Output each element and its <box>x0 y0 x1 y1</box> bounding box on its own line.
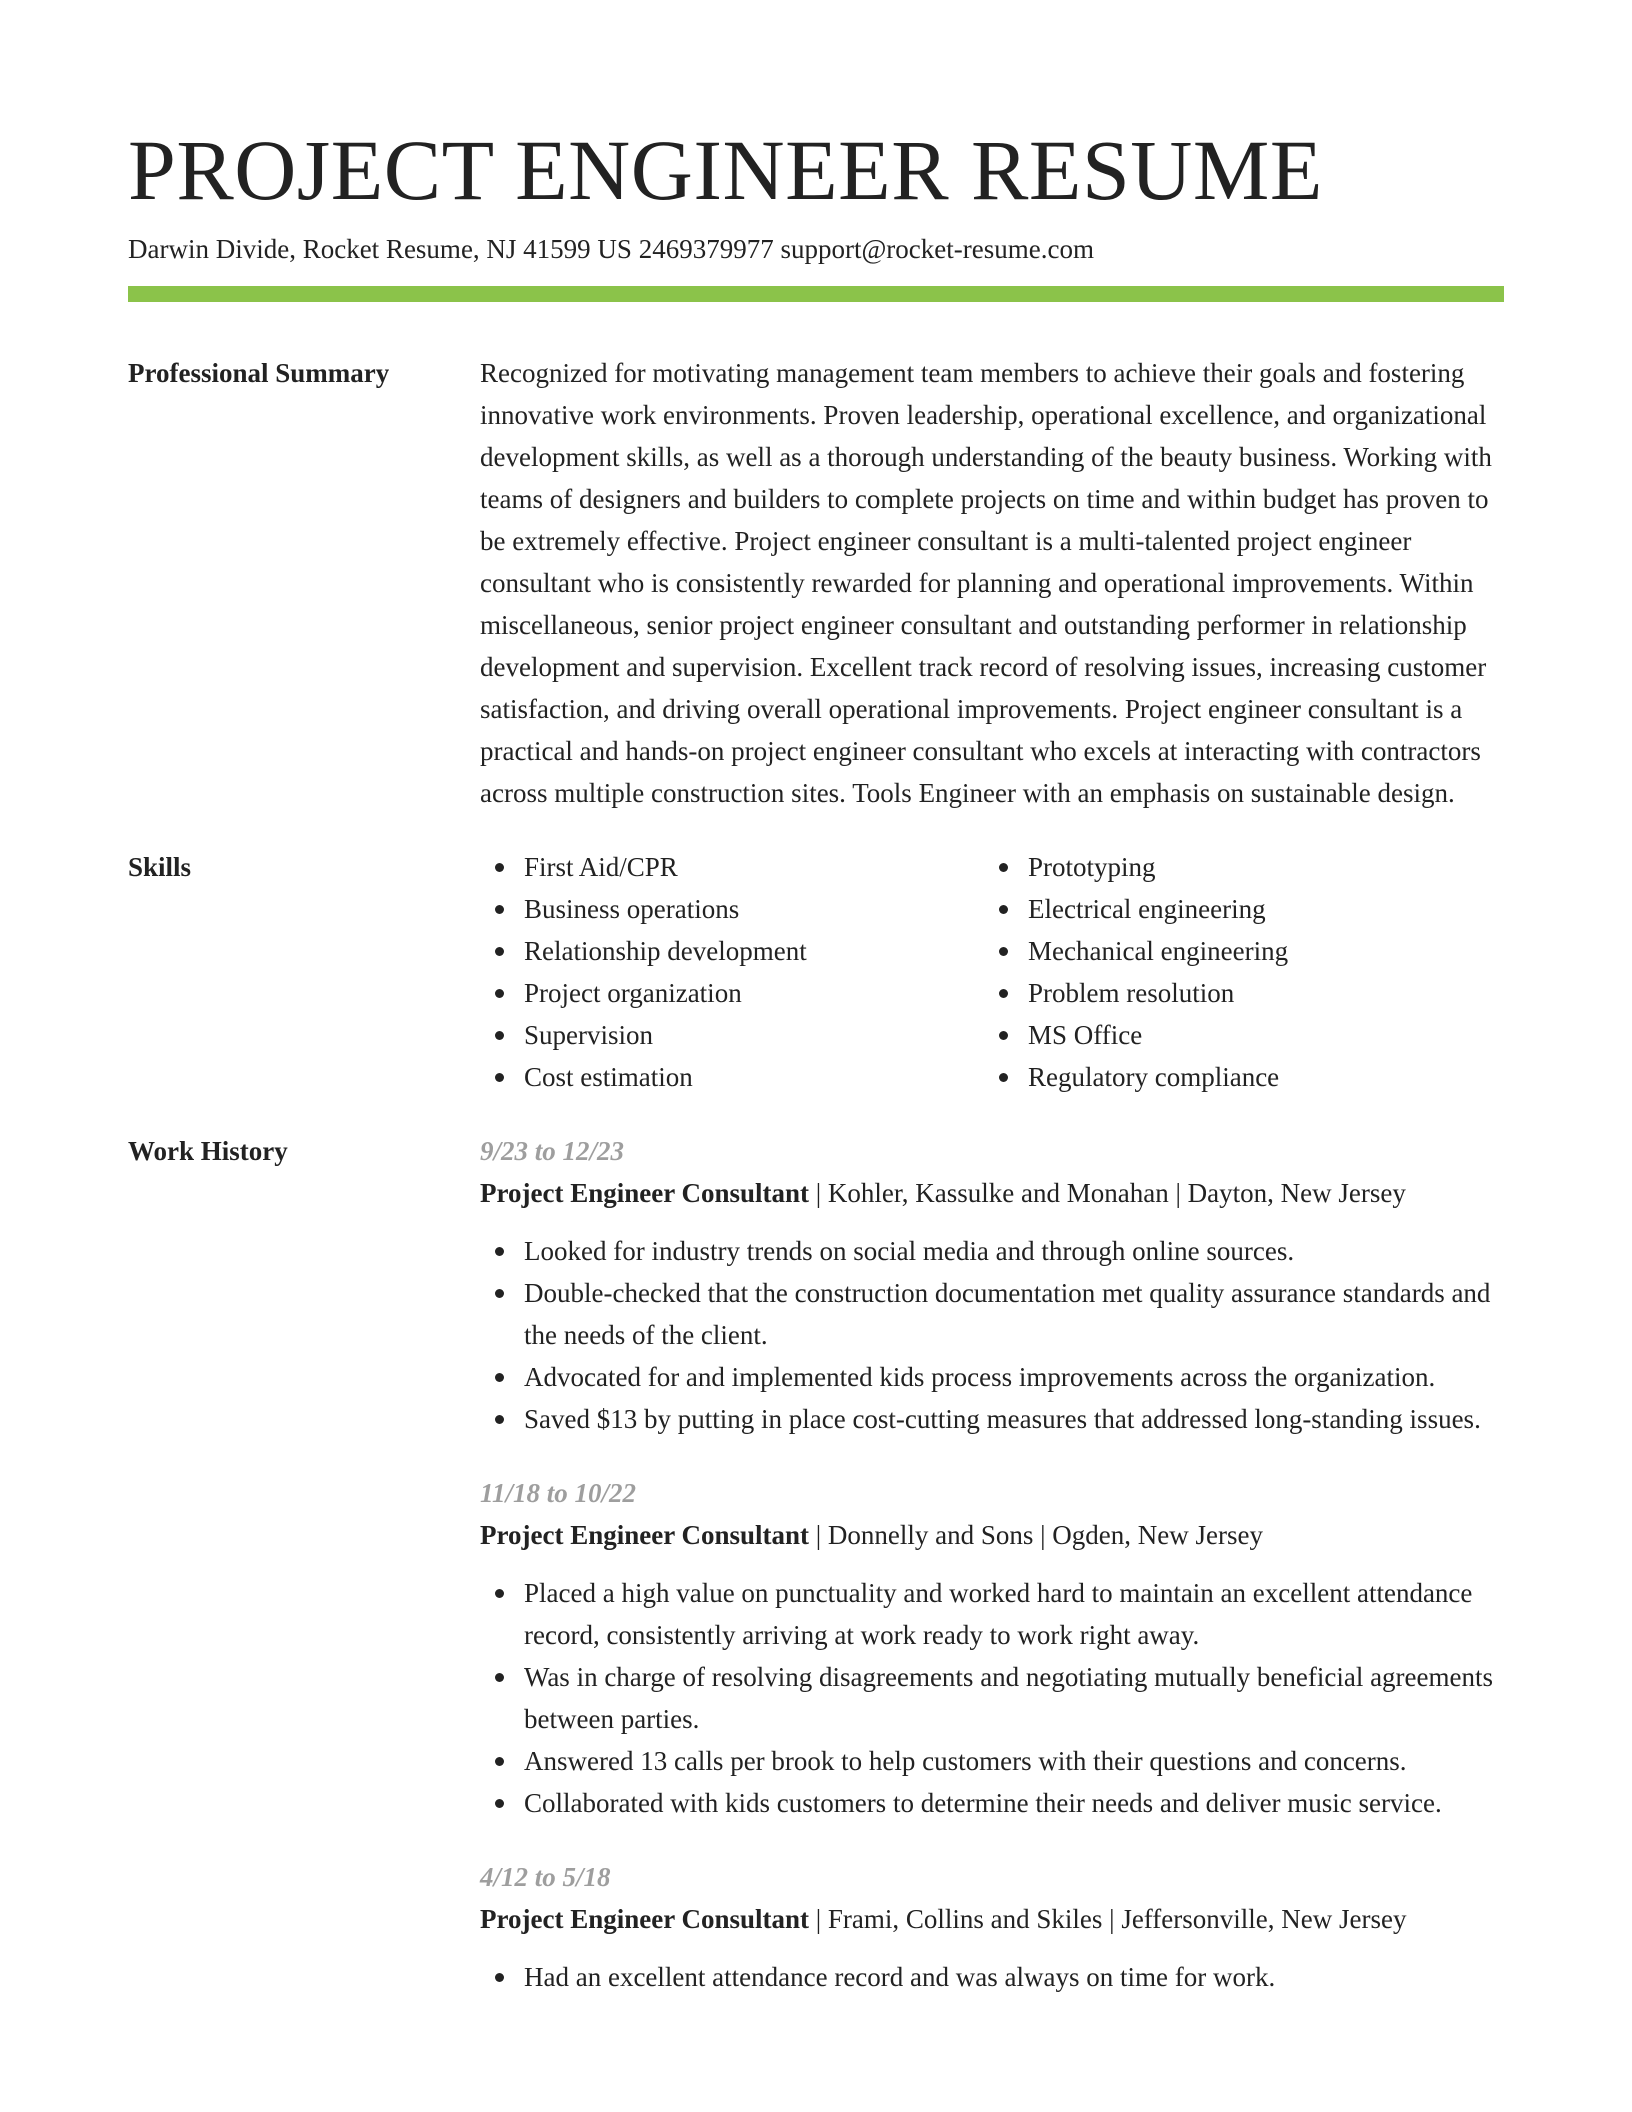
skill-item: Mechanical engineering <box>984 930 1488 972</box>
skills-section <box>128 846 1504 1098</box>
skills-list <box>480 846 1504 1098</box>
job-header <box>480 1898 1504 1940</box>
resume-page <box>128 120 1504 2030</box>
job-company: Kohler, Kassulke and Monahan <box>827 1178 1169 1208</box>
resume-title: PROJECT ENGINEER RESUME <box>128 122 1323 218</box>
job-company: Frami, Collins and Skiles <box>827 1904 1103 1934</box>
separator: | <box>808 1178 828 1208</box>
work-history-list <box>480 1130 1504 2030</box>
job-bullet: Was in charge of resolving disagreements and negotiating mutually beneficial agreements between parties. <box>480 1656 1504 1740</box>
job-title: Project Engineer Consultant <box>480 1904 809 1934</box>
separator: | <box>1168 1178 1188 1208</box>
skill-item: Prototyping <box>984 846 1488 888</box>
section-label-summary: Professional Summary <box>128 358 390 388</box>
job-location: Ogden, New Jersey <box>1052 1520 1263 1550</box>
separator: | <box>1033 1520 1053 1550</box>
skill-item: MS Office <box>984 1014 1488 1056</box>
job-bullet: Saved $13 by putting in place cost-cutting measures that addressed long-standing issues. <box>480 1398 1504 1440</box>
skills-column-right <box>984 846 1488 1098</box>
job-title: Project Engineer Consultant <box>480 1178 809 1208</box>
summary-text: Recognized for motivating management team members to achieve their goals and fostering innovative work environments. Proven leadership, operational excellence, and organizational development skills, as well as a thorough understanding of the beauty business. Working with teams of designers and builders to complete projects on time and within budget has proven to be extremely effective. Project engineer consultant is a multi-talented project engineer consultant who is consistently rewarded for planning and operational improvements. Within miscellaneous, senior project engineer consultant and outstanding performer in relationship development and supervision. Excellent track record of resolving issues, increasing customer satisfaction, and driving overall operational improvements. Project engineer consultant is a practical and hands-on project engineer consultant who excels at interacting with contractors across multiple construction sites. Tools Engineer with an emphasis on sustainable design. <box>480 358 1492 808</box>
skill-item: Project organization <box>480 972 984 1014</box>
contact-line: Darwin Divide, Rocket Resume, NJ 41599 US 2469379977 support@rocket-resume.com <box>128 234 1094 264</box>
job-title: Project Engineer Consultant <box>480 1520 809 1550</box>
summary-section <box>128 352 1504 814</box>
job-bullets <box>480 1230 1504 1440</box>
job-entry <box>480 1856 1504 1998</box>
skill-item: Business operations <box>480 888 984 930</box>
job-header <box>480 1514 1504 1556</box>
job-bullet: Answered 13 calls per brook to help customers with their questions and concerns. <box>480 1740 1504 1782</box>
skill-item: First Aid/CPR <box>480 846 984 888</box>
skill-item: Supervision <box>480 1014 984 1056</box>
separator: | <box>808 1904 828 1934</box>
job-entry <box>480 1130 1504 1440</box>
work-history-section <box>128 1130 1504 2030</box>
job-header <box>480 1172 1504 1214</box>
accent-divider <box>128 286 1504 302</box>
skill-item: Electrical engineering <box>984 888 1488 930</box>
skill-item: Relationship development <box>480 930 984 972</box>
job-bullet: Double-checked that the construction documentation met quality assurance standards and the needs of the client. <box>480 1272 1504 1356</box>
job-bullets <box>480 1572 1504 1824</box>
job-dates: 4/12 to 5/18 <box>480 1862 611 1892</box>
job-entry <box>480 1472 1504 1824</box>
job-bullet: Advocated for and implemented kids process improvements across the organization. <box>480 1356 1504 1398</box>
job-dates: 11/18 to 10/22 <box>480 1478 637 1508</box>
job-location: Jeffersonville, New Jersey <box>1121 1904 1407 1934</box>
job-location: Dayton, New Jersey <box>1187 1178 1406 1208</box>
separator: | <box>808 1520 828 1550</box>
job-bullet: Collaborated with kids customers to determine their needs and deliver music service. <box>480 1782 1504 1824</box>
section-label-work: Work History <box>128 1136 288 1166</box>
skill-item: Cost estimation <box>480 1056 984 1098</box>
separator: | <box>1102 1904 1122 1934</box>
section-label-skills: Skills <box>128 852 192 882</box>
skill-item: Regulatory compliance <box>984 1056 1488 1098</box>
job-bullet: Had an excellent attendance record and was always on time for work. <box>480 1956 1504 1998</box>
job-bullet: Looked for industry trends on social media and through online sources. <box>480 1230 1504 1272</box>
job-dates: 9/23 to 12/23 <box>480 1136 625 1166</box>
skill-item: Problem resolution <box>984 972 1488 1014</box>
job-bullets <box>480 1956 1504 1998</box>
job-company: Donnelly and Sons <box>827 1520 1034 1550</box>
skills-column-left <box>480 846 984 1098</box>
job-bullet: Placed a high value on punctuality and worked hard to maintain an excellent attendance record, consistently arriving at work ready to work right away. <box>480 1572 1504 1656</box>
